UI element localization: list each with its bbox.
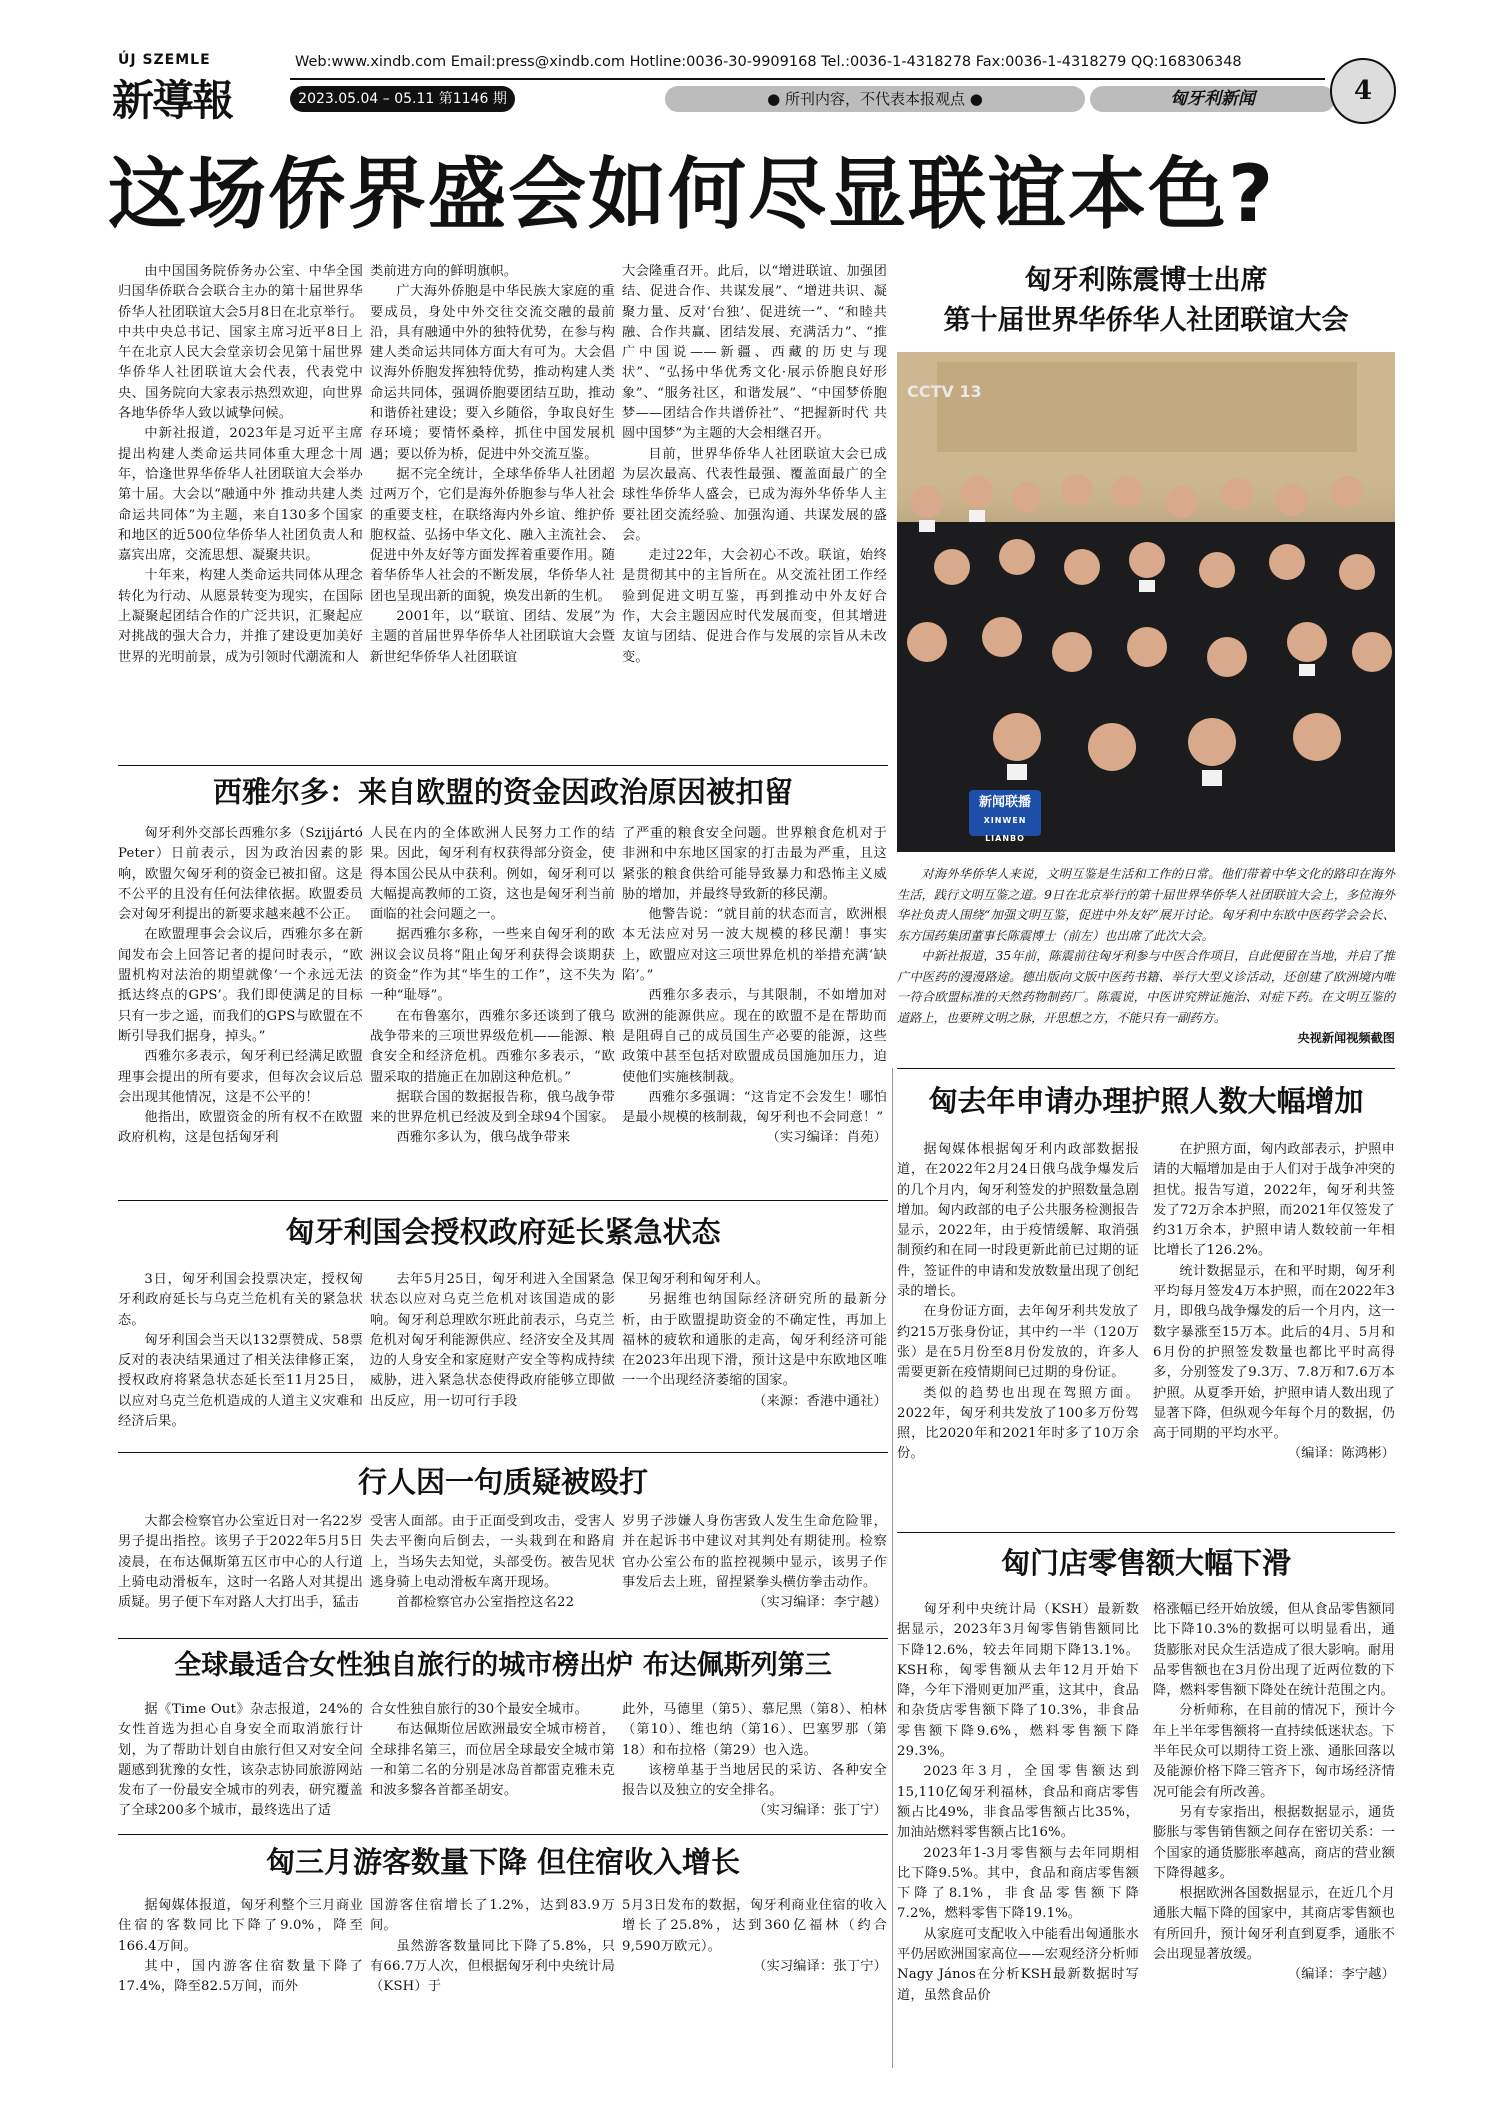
paragraph: 匈牙利外交部长西雅尔多（Szijjártó Peter）日前表示，因为政治因素的影响，欧盟欠匈牙利的资金已被扣留。这是不公平的且没有任何法律依据。欧盟委员会对匈牙利提出的新要求越来越不公正。 [118,826,363,923]
main-headline: 这场侨界盛会如何尽显联谊本色? [108,150,1276,240]
paragraph: 据不完全统计，全球华侨华人社团超过两万个，它们是海外侨胞参与华人社会的重要支柱，在联络海内外乡谊、维护侨胞权益、弘扬中华文化、融入主流社会、促进中外友好等方面发挥着重要作用。随着华侨华人社会的不断发展，华侨华人社团也呈现出新的面貌，焕发出新的生机。 [370,466,615,604]
paragraph: 合女性独自旅行的30个最安全城市。 [370,1702,588,1717]
paragraph: 2001年，以“联谊、团结、发展”为主题的首届世界华侨华人社团联谊大会暨新世纪华侨华人社团联谊 [370,609,615,665]
paragraph: 类前进方向的鲜明旗帜。 [370,264,518,279]
divider [118,1452,888,1453]
beating-column-3 [622,1512,887,1632]
byline: （实习编译：李宁越） [753,1595,887,1611]
paragraph: 走过22年，大会初心不改。联谊，始终是贯彻其中的主旨所在。从交流社团工作经验到促进文明互鉴，再到推动中外友好合作，大会主题因应时代发展而变，但其增进友谊与团结、促进合作与发展的宗旨从未改变。 [622,548,887,665]
divider [118,1200,888,1201]
paragraph: 另据维也纳国际经济研究所的最新分析，由于欧盟提助资金的不确定性，再加上福林的疲软和通胀的走高，匈牙利经济可能在2023年出现下滑，预计这是中东欧地区唯一一个出现经济萎缩的国家。 [622,1292,887,1389]
paragraph: 十年来，构建人类命运共同体从理念转化为行动、从愿景转变为现实，在国际上凝聚起团结合作的广泛共识，汇聚起应对挑战的强大合力，并推了建设更加美好世界的光明前景，成为引领时代潮流和人 [118,568,363,665]
passport-headline: 匈去年申请办理护照人数大幅增加 [928,1084,1364,1118]
photo-credit: 央视新闻视频截图 [1297,1031,1395,1045]
conference-photo [897,352,1395,852]
tourism-column-2 [370,1896,615,2006]
funds-column-2 [370,824,615,1194]
paragraph: 中新社报道，2023年是习近平主席提出构建人类命运共同体重大理念十周年，恰逢世界华侨华人社团联谊大会举办第十届。大会以“融通中外 推动共建人类命运共同体”为主题，来自130多个国家和地区的近500位华侨华人社团负责人和嘉宾出席，交流思想、凝聚共识。 [118,426,363,564]
divider [897,1068,1395,1069]
beating-column-2 [370,1512,615,1632]
beating-headline: 行人因一句质疑被殴打 [357,1465,648,1499]
paragraph: 根据欧洲各国数据显示，在近几个月通胀大幅下降的国家中，其商店零售额也有所回升，预计匈牙利直到夏季，通胀不会出现显著放缓。 [1153,1886,1395,1963]
paragraph: 匈牙利中央统计局（KSH）最新数据显示，2023年3月匈零售销售额同比下降12.6%，较去年同期下降13.1%。KSH称，匈零售额从去年12月开始下降，今年下滑则更加严重，这其中，食品和杂货店零售额下降了10.3%，非食品零售额下降9.6%，燃料零售额下降29.3%。 [897,1602,1139,1760]
paragraph: 西雅尔多认为，俄乌战争带来 [396,1130,571,1146]
contact-info: Web:www.xindb.com Email:press@xindb.com Hotline:0036-30-9909168 Tel.:0036-1-4318278 Fax:0036-1-4318279 QQ:168306348 [295,54,1242,70]
disclaimer-notice: ● 所刊内容，不代表本报观点 ● [665,86,1085,112]
audience-illustration [897,352,1395,852]
paragraph: 西雅尔多强调：“这肯定不会发生！哪怕是最小规模的核制裁，匈牙利也不会同意！” [622,1089,887,1126]
travel-column-3 [622,1700,887,1830]
paragraph: 大都会检察官办公室近日对一名22岁男子提出指控。该男子于2022年5月5日凌晨，在布达佩斯第五区市中心的人行道上骑电动滑板车，这时一名路人对其提出质疑。男子便下车对路人大打出手，猛击 [118,1514,363,1611]
beating-column-1 [118,1512,363,1632]
paragraph: 由中国国务院侨务办公室、中华全国归国华侨联合会联合主办的第十届世界华侨华人社团联谊大会5月8日在北京举行。中共中央总书记、国家主席习近平8日上午在北京人民大会堂亲切会见第十届世界华侨华人社团联谊大会代表，代表党中央、国务院向大家表示热烈欢迎，向世界各地华侨华人致以诚挚问候。 [118,264,363,422]
paragraph: 统计数据显示，在和平时期，匈牙利平均每月签发4万本护照，而在2022年3月，即俄乌战争爆发的后一个月内，这一数字暴涨至15万本。此后的4月、5月和6月份的护照签发数量也都比平时高得多，分别签发了9.3万、7.8万和7.6万本护照。从夏季开始，护照申请人数出现了显著下降，但纵观今年每个月的数据，仍高于同期的平均水平。 [1153,1263,1395,1442]
byline: （编译：陈鸿彬） [1287,1446,1395,1462]
paragraph: 西雅尔多表示，匈牙利已经满足欧盟理事会提出的所有要求，但每次会议后总会出现其他情况，这是不公平的！ [118,1049,363,1105]
paragraph: 布达佩斯位居欧洲最安全城市榜首，全球排名第三，而位居全球最安全城市第一和第二名的分别是冰岛首都雷克雅未克和波多黎各首都圣胡安。 [370,1722,615,1799]
paragraph: 保卫匈牙利和匈牙利人。 [622,1272,770,1287]
travel-column-2 [370,1700,615,1830]
channel-tag: CCTV 13 [907,382,982,401]
tourism-column-1 [118,1896,363,2006]
passport-column-2 [1153,1140,1395,1530]
byline: （编译：李宁越） [1287,1967,1395,1983]
funds-column-3 [622,824,887,1194]
paragraph: 此外，马德里（第5）、慕尼黑（第8）、柏林（第10）、维也纳（第16）、巴塞罗那（第18）和布拉格（第29）也入选。 [622,1702,887,1758]
paragraph: 匈牙利国会当天以132票赞成、58票反对的表决结果通过了相关法律修正案，授权政府将紧急状态延长至11月25日，以应对乌克兰危机造成的人道主义灾难和经济后果。 [118,1332,363,1430]
emergency-headline: 匈牙利国会授权政府延长紧急状态 [285,1215,721,1249]
paragraph: 他警告说：“就目前的状态而言，欧洲根本无法应对另一波大规模的移民潮！事实上，欧盟应对这三项世界危机的举措充满‘缺陷’。” [622,907,887,984]
paragraph: 在护照方面，匈内政部表示，护照申请的大幅增加是由于人们对于战争冲突的担忧。报告写道，2022年，匈牙利共签发了72万余本护照，而2021年仅签发了约31万余本，护照申请人数较前一年相比增长了126.2%。 [1153,1142,1395,1259]
news-program-logo-en: XINWEN LIANBO [983,816,1027,843]
paragraph: 据联合国的数据报告称，俄乌战争带来的世界危机已经波及到全球94个国家。 [370,1089,615,1126]
paragraph: 虽然游客数量同比下降了5.8%，只有66.7万人次，但根据匈牙利中央统计局（KSH）于 [370,1938,615,1995]
paragraph: 据《Time Out》杂志报道，24%的女性首选为担心自身安全而取消旅行计划，为了帮助计划自由旅行但又对安全问题感到犹豫的女性，该杂志协同旅游网站发布了一份最安全城市的列表，研究覆盖了全球200多个城市，最终选出了适 [118,1702,363,1819]
paragraph: 据西雅尔多称，一些来自匈牙利的欧洲议会议员将“阻止匈牙利获得会谈期获的资金”作为其“毕生的工作”，这不失为一种“耻辱”。 [370,927,615,1004]
paragraph: 人民在内的全体欧洲人民努力工作的结果。因此，匈牙利有权获得部分资金，使得本国公民从中获利。例如，匈牙利可以大幅提高教师的工资，这也是匈牙利当前面临的社会问题之一。 [370,826,615,923]
retail-column-1 [897,1600,1139,2070]
passport-column-1 [897,1140,1139,1530]
paragraph: 从家庭可支配收入中能看出匈通胀水平仍居欧洲国家高位——宏观经济分析师Nagy János在分析KSH最新数据时写道，虽然食品价 [897,1926,1139,2003]
paragraph: 去年5月25日，匈牙利进入全国紧急状态以应对乌克兰危机对该国造成的影响。匈牙利总理欧尔班此前表示，乌克兰危机对匈牙利能源供应、经济安全及其周边的人身安全和家庭财产安全等构成持续威胁，进入紧急状态使得政府能够立即做出反应，用一切可行手段 [370,1272,615,1409]
paragraph: 另有专家指出，根据数据显示，通货膨胀与零售销售额之间存在密切关系：一个国家的通货膨胀率越高，商店的营业额下降得越多。 [1153,1804,1395,1881]
paragraph: 类似的趋势也出现在驾照方面。2022年，匈牙利共发放了100多万份驾照，比2020年和2021年时多了10万余份。 [897,1385,1139,1462]
logo-subtitle: ÚJ SZEMLE [118,52,211,68]
caption-paragraph: 对海外华侨华人来说，文明互鉴是生活和工作的日常。他们带着中华文化的路印在海外生活，践行文明互鉴之道。9日在北京举行的第十届世界华侨华人社团联谊大会上，多位海外华社负责人围绕“加强文明互鉴，促进中外友好”展开讨论。匈牙利中东欧中医药学会会长、东方国药集团董事长陈震博士（前左）也出席了此次大会。 [897,867,1395,943]
photo-caption [897,864,1395,1062]
paragraph: 其中，国内游客住宿数量下降了17.4%，降至82.5万间，而外 [118,1958,363,1995]
news-program-logo [969,790,1041,843]
feature-title-line2: 第十届世界华侨华人社团联谊大会 [943,305,1349,336]
paragraph: 分析师称，在目前的情况下，预计今年上半年零售额将一直持续低迷状态。下半年民众可以期待工资上涨、通胀回落以及能源价格下降三管齐下，匈市场经济情况可能会有所改善。 [1153,1703,1395,1800]
paragraph: 大会隆重召开。此后，以“增进联谊、加强团结、促进合作、共谋发展”、“增进共识、凝聚力量、反对‘台独’、促进统一”、“和睦共融、合作共赢、团结发展、充满活力”、“推广中国说——新疆、西藏的历史与现状”、“弘扬中华优秀文化·展示侨胞良好形象”、“服务社区，和谐发展”、“中国梦侨胞梦——团结合作共谱侨社”、“把握新时代 共圆中国梦”为主题的大会相继召开。 [622,264,887,442]
travel-column-1 [118,1700,363,1830]
funds-headline: 西雅尔多：来自欧盟的资金因政治原因被扣留 [212,775,793,809]
divider [118,1834,888,1835]
column-separator [892,1068,893,2068]
byline: （实习编译：肖苑） [766,1130,887,1146]
paragraph: 受害人面部。由于正面受到攻击，受害人失去平衡向后倒去，一头栽到在和路肩上，当场失去知觉，头部受伤。被告见状逃身骑上电动滑板车离开现场。 [370,1514,615,1590]
section-name: 匈牙利新闻 [1090,86,1335,112]
paragraph: 2023年1-3月零售额与去年同期相比下降9.5%。其中，食品和商店零售额下降了8.1%，非食品零售额下降7.2%，燃料零售下降19.1%。 [897,1845,1139,1922]
paragraph: 在布鲁塞尔，西雅尔多还谈到了俄乌战争带来的三项世界级危机——能源、粮食安全和经济危机。西雅尔多表示，“欧盟采取的措施正在加剧这种危机。” [370,1008,615,1085]
newspaper-logo: 新導報 [112,76,233,125]
paragraph: 岁男子涉嫌人身伤害致人发生生命危险罪，并在起诉书中建议对其判处有期徒刑。检察官办公室公布的监控视频中显示，该男子作事发后去上班，留捏紧拳头横仿拳击动作。 [622,1514,887,1590]
retail-column-2 [1153,1600,1395,2070]
lead-column-2 [370,262,615,762]
paragraph: 在身份证方面，去年匈牙利共发放了约215万张身份证，其中约一半（120万张）是在5月份至8月份发放的，许多人需要更新在疫情期间已过期的身份证。 [897,1304,1139,1381]
header-rule [290,78,1325,80]
emergency-column-2 [370,1270,615,1445]
retail-headline: 匈门店零售额大幅下滑 [1000,1546,1291,1580]
byline: （实习编译：张丁宁） [753,1958,887,1974]
paragraph: 格涨幅已经开始放缓，但从食品零售额同比下降10.3%的数据可以明显看出，通货膨胀对民众生活造成了很大影响。耐用品零售额也在3月份出现了近两位数的下降，燃料零售额下降处在统计范围之内。 [1153,1602,1395,1699]
paragraph: 5月3日发布的数据，匈牙利商业住宿的收入增长了25.8%，达到360亿福林（约合9,590万欧元）。 [622,1898,887,1954]
lead-column-3 [622,262,887,762]
paragraph: 国游客住宿增长了1.2%，达到83.9万间。 [370,1898,615,1934]
masthead [0,0,1500,130]
tourism-headline: 匈三月游客数量下降 但住宿收入增长 [265,1845,741,1879]
divider [118,1638,888,1639]
issue-date: 2023.05.04 – 05.11 第1146 期 [290,86,515,112]
divider [118,765,888,766]
paragraph: 该榜单基于当地居民的采访、各种安全报告以及独立的安全排名。 [622,1762,887,1799]
paragraph: 据匈媒体报道，匈牙利整个三月商业住宿的客数同比下降了9.0%，降至166.4万间。 [118,1898,363,1954]
news-program-logo-text: 新闻联播 [978,795,1031,810]
paragraph: 了严重的粮食安全问题。世界粮食危机对于非洲和中东地区国家的打击最为严重，且这紧张的粮食供给可能导致暴力和恐怖主义威胁的增加，并最终导致新的移民潮。 [622,826,887,902]
paragraph: 西雅尔多表示，与其限制，不如增加对欧洲的能源供应。现在的欧盟不是在帮助而是阻碍自己的成员国生产必要的能源，这些政策中甚至包括对欧盟成员国施加压力，迫使他们实施核制裁。 [622,988,887,1085]
funds-column-1 [118,824,363,1194]
travel-headline: 全球最适合女性独自旅行的城市榜出炉 布达佩斯列第三 [174,1650,832,1681]
byline: （来源：香港中通社） [753,1393,887,1409]
tourism-column-3 [622,1896,887,2006]
paragraph: 首都检察官办公室指控这名22 [396,1595,575,1611]
emergency-column-1 [118,1270,363,1445]
paragraph: 目前，世界华侨华人社团联谊大会已成为层次最高、代表性最强、覆盖面最广的全球性华侨华人盛会，已成为海外华侨华人主要社团交流经验、加强沟通、共谋发展的盛会。 [622,446,887,543]
page-number: 4 [1330,58,1396,124]
emergency-column-3 [622,1270,887,1445]
paragraph: 2023年3月，全国零售额达到15,110亿匈牙利福林，食品和商店零售额占比49%，非食品零售额占比35%，加油站燃料零售额占比16%。 [897,1764,1139,1841]
byline: （实习编译：张丁宁） [753,1803,887,1819]
paragraph: 他指出，欧盟资金的所有权不在欧盟政府机构，这是包括匈牙利 [118,1110,363,1146]
lead-column-1 [118,262,363,762]
paragraph: 3日，匈牙利国会投票决定，授权匈牙利政府延长与乌克兰危机有关的紧急状态。 [118,1272,363,1328]
paragraph: 在欧盟理事会会议后，西雅尔多在新闻发布会上回答记者的提问时表示，“欧盟机构对法治的期望就像‘一个永远无法抵达终点的GPS’。我们即使满足的目标只有一步之遥，而我们的GPS与欧盟在不断引导我们据身，掉头。” [118,927,363,1044]
divider [897,1532,1395,1533]
paragraph: 广大海外侨胞是中华民族大家庭的重要成员，身处中外交往交流交融的最前沿，具有融通中外的独特优势，在参与构建人类命运共同体方面大有可为。大会倡议海外侨胞发挥独特优势，推动构建人类命运共同体，强调侨胞要团结互助，推动和谐侨社建设；要入乡随俗，争取良好生存环境；要情怀桑梓，抓住中国发展机遇；要以侨为桥，促进中外交流互鉴。 [370,284,615,462]
caption-paragraph: 中新社报道，35年前，陈震前往匈牙利参与中医合作项目，自此便留在当地，并启了推广中医药的漫漫路途。德出版向文版中医药书籍、举行大型义诊活动，还创建了欧洲境内唯一符合欧盟标准的天然药物制药厂。陈震说，中医讲究辨证施治、对症下药。在文明互鉴的道路上，也要辨文明之脉，开思想之方，不能只有一副药方。 [897,949,1395,1025]
feature-title-line1: 匈牙利陈震博士出席 [1024,265,1268,296]
paragraph: 据匈媒体根据匈牙利内政部数据报道，在2022年2月24日俄乌战争爆发后的几个月内，匈牙利签发的护照数量急剧增加。匈内政部的电子公共服务检测报告显示，2022年，由于疫情缓解、取消强制预约和在同一时段更新此前已过期的证件，签证件的申请和发放数量出现了创纪录的增长。 [897,1142,1139,1300]
